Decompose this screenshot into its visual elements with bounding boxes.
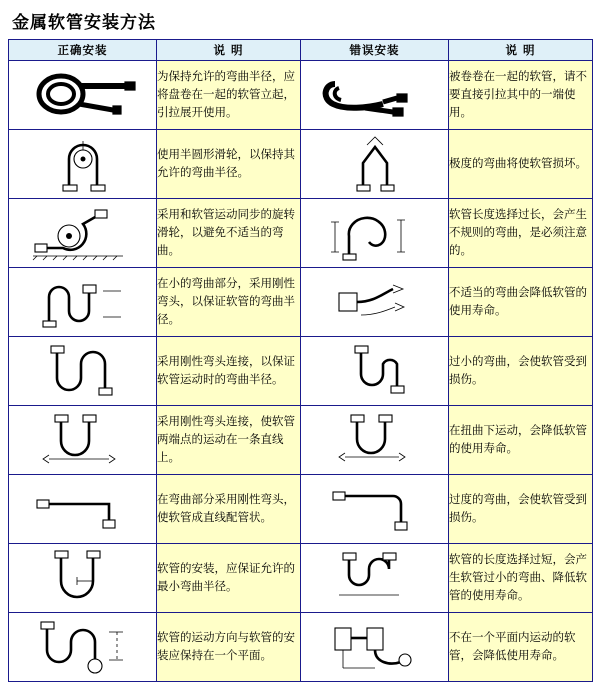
wrong-description: 不适当的弯曲会降低软管的使用寿命。 — [449, 268, 593, 337]
torsion-movement-wrong-icon — [305, 409, 445, 471]
wrong-illustration-cell — [301, 268, 449, 337]
wrong-description: 软管的长度选择过短，会产生软管过小的弯曲、降低软管的使用寿命。 — [449, 544, 593, 613]
semicircle-pulley-correct-icon — [13, 133, 153, 195]
coiled-hose-pulled-wrong-icon — [305, 64, 445, 126]
correct-description: 采用和软管运动同步的旋转滑轮，以避免不适当的弯曲。 — [157, 199, 301, 268]
rigid-bend-small-radius-correct-icon — [13, 271, 153, 333]
table-row — [9, 61, 593, 130]
correct-description: 在弯曲部分采用刚性弯头，使软管成直线配管状。 — [157, 475, 301, 544]
wrong-illustration-cell — [301, 544, 449, 613]
same-plane-motion-correct-icon — [13, 616, 153, 678]
table-row — [9, 199, 593, 268]
correct-illustration-cell — [9, 199, 157, 268]
coiled-hose-flat-correct-icon — [13, 64, 153, 126]
correct-description: 采用刚性弯头连接，以保证软管运动时的弯曲半径。 — [157, 337, 301, 406]
correct-description: 使用半圆形滑轮，以保持其允许的弯曲半径。 — [157, 130, 301, 199]
correct-illustration-cell — [9, 268, 157, 337]
header-correct-desc: 说 明 — [157, 40, 301, 61]
table-row — [9, 475, 593, 544]
table-row — [9, 406, 593, 475]
correct-description: 软管的安装，应保证允许的最小弯曲半径。 — [157, 544, 301, 613]
rigid-elbow-straight-line-correct-icon — [13, 409, 153, 471]
correct-illustration-cell — [9, 613, 157, 682]
table-row — [9, 130, 593, 199]
excessive-bend-damage-wrong-icon — [305, 478, 445, 540]
wrong-description: 软管长度选择过长，会产生不规则的弯曲，是必须注意的。 — [449, 199, 593, 268]
table-header-row — [9, 40, 593, 61]
synchronized-rotating-pulley-correct-icon — [13, 202, 153, 264]
correct-illustration-cell — [9, 475, 157, 544]
correct-description: 在小的弯曲部分，采用刚性弯头，以保证软管的弯曲半径。 — [157, 268, 301, 337]
header-correct-install: 正确安装 — [9, 40, 157, 61]
installation-methods-table — [8, 39, 593, 682]
minimum-bend-radius-install-correct-icon — [13, 547, 153, 609]
page-title: 金属软管安装方法 — [12, 13, 156, 33]
straight-piping-rigid-elbow-correct-icon — [13, 478, 153, 540]
correct-description: 软管的运动方向与软管的安装应保持在一个平面。 — [157, 613, 301, 682]
improper-bend-shortens-life-wrong-icon — [305, 271, 445, 333]
too-small-bend-damage-wrong-icon — [305, 340, 445, 402]
correct-illustration-cell — [9, 130, 157, 199]
table-row — [9, 268, 593, 337]
table-row — [9, 613, 593, 682]
wrong-description: 不在一个平面内运动的软管，会降低使用寿命。 — [449, 613, 593, 682]
sharp-bend-wrong-icon — [305, 133, 445, 195]
wrong-illustration-cell — [301, 61, 449, 130]
wrong-description: 过小的弯曲，会使软管受到损伤。 — [449, 337, 593, 406]
correct-illustration-cell — [9, 544, 157, 613]
table-row — [9, 337, 593, 406]
out-of-plane-motion-wrong-icon — [305, 616, 445, 678]
correct-description: 为保持允许的弯曲半径，应将盘卷在一起的软管立起，引拉展开使用。 — [157, 61, 301, 130]
wrong-illustration-cell — [301, 475, 449, 544]
wrong-description: 在扭曲下运动，会降低软管的使用寿命。 — [449, 406, 593, 475]
too-long-small-bend-wrong-icon — [305, 547, 445, 609]
correct-illustration-cell — [9, 406, 157, 475]
correct-description: 采用刚性弯头连接，使软管两端点的运动在一条直线上。 — [157, 406, 301, 475]
header-wrong-desc: 说 明 — [449, 40, 593, 61]
wrong-illustration-cell — [301, 337, 449, 406]
correct-illustration-cell — [9, 337, 157, 406]
wrong-illustration-cell — [301, 613, 449, 682]
correct-illustration-cell — [9, 61, 157, 130]
wrong-illustration-cell — [301, 130, 449, 199]
wrong-description: 过度的弯曲，会使软管受到损伤。 — [449, 475, 593, 544]
wrong-illustration-cell — [301, 199, 449, 268]
table-row — [9, 544, 593, 613]
header-wrong-install: 错误安装 — [301, 40, 449, 61]
wrong-description: 被卷卷在一起的软管，请不要直接引拉其中的一端使用。 — [449, 61, 593, 130]
wrong-description: 极度的弯曲将使软管损坏。 — [449, 130, 593, 199]
wrong-illustration-cell — [301, 406, 449, 475]
excess-length-irregular-bend-wrong-icon — [305, 202, 445, 264]
rigid-elbow-connection-correct-icon — [13, 340, 153, 402]
